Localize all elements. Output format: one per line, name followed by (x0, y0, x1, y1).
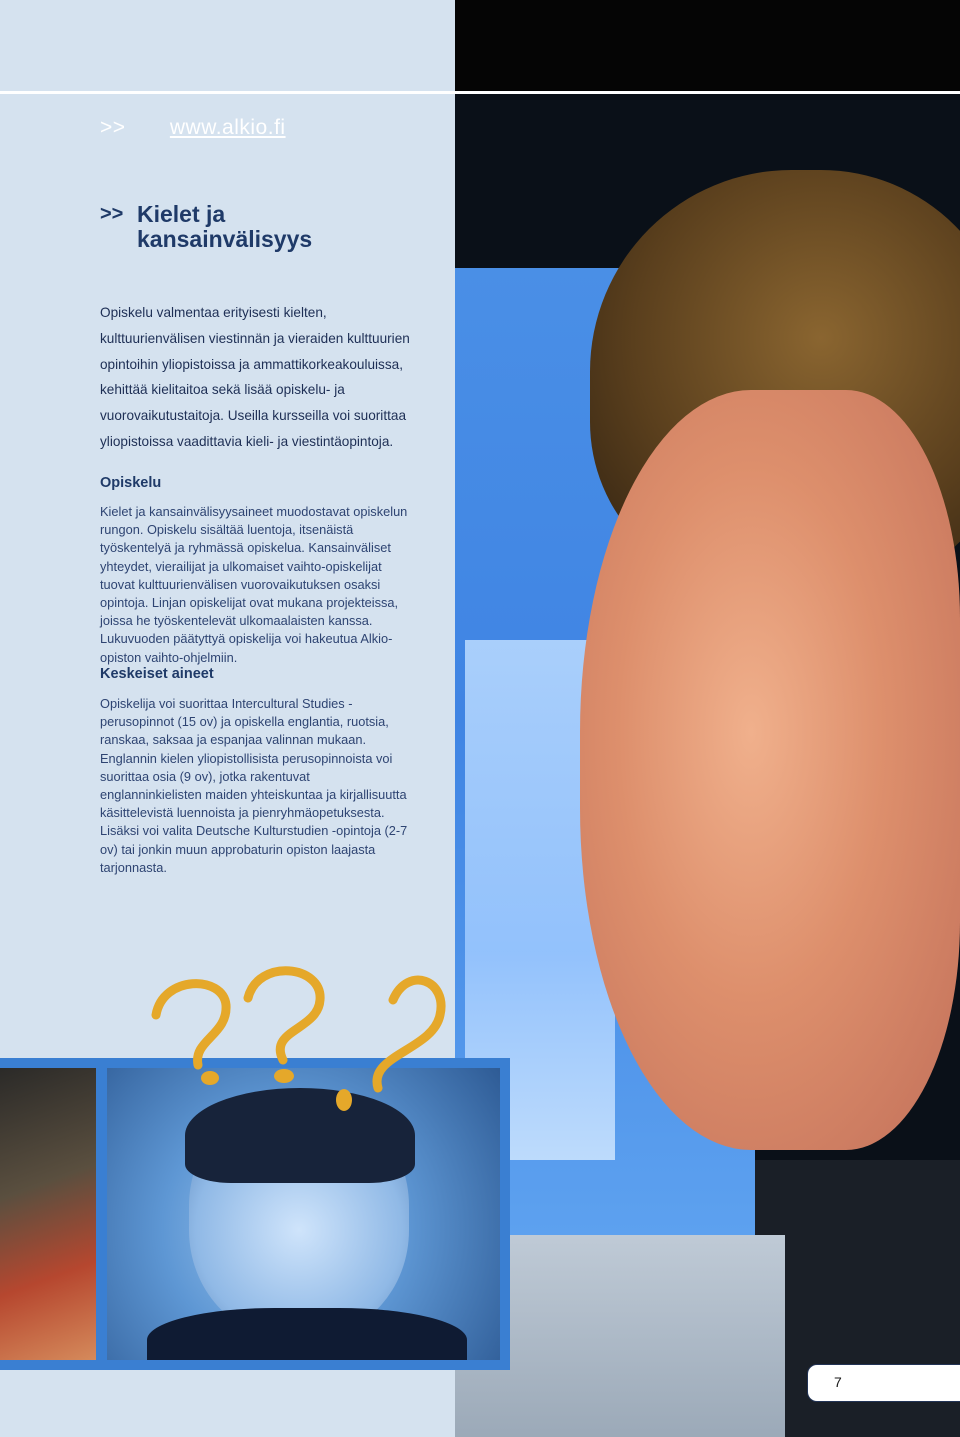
question-mark-1 (156, 984, 226, 1065)
heading-arrows: >> (100, 203, 124, 225)
page-title: Kielet ja kansainvälisyys (137, 201, 313, 252)
header-url-line (100, 116, 286, 140)
main-photo (455, 0, 960, 1437)
question-marks-decoration (148, 960, 448, 1120)
photo-top-band (455, 0, 960, 92)
question-mark-dot-2 (274, 1069, 294, 1083)
section-text-opiskelu: Kielet ja kansainvälisyysaineet muodostavat opiskelun rungon. Opiskelu sisältää luentoja, itsenäistä työskentelyä ja ryhmässä opiskelua. Kansainväliset yhteydet, vierailijat ja ulkomaiset vaihto-opiskelijat tuovat kulttuurienvälisen vuorovaikutuksen osaksi opintoja. Linjan opiskelijat ovat mukana projekteissa, joissa he työskentelevät ulkomaalaisten kanssa. Lukuvuoden päätyttyä opiskelija voi hakeutua Alkio-opiston vaihto-ohjelmiin. (100, 504, 408, 665)
face-profile (580, 390, 960, 1150)
header-arrows: >> (100, 116, 126, 139)
section-title-opiskelu: Opiskelu (100, 475, 162, 491)
section-title-keskeiset-aineet: Keskeiset aineet (100, 666, 214, 682)
question-mark-dot-3 (336, 1089, 352, 1111)
inset-bookshelf (0, 1068, 96, 1360)
question-mark-3 (377, 980, 441, 1088)
question-mark-dot-1 (201, 1071, 219, 1085)
section-text-keskeiset-aineet: Opiskelija voi suorittaa Intercultural Studies -perusopinnot (15 ov) ja opiskella englantia, ruotsia, ranskaa, saksaa ja espanjaa valinnan mukaan. Englannin kielen yliopistollisista perusopinnoista voi suorittaa osia (9 ov), jotka rakentuvat englanninkielisten maiden yhteiskuntaa ja kirjallisuutta käsittelevistä luennoista ja pienryhmäopetuksesta. Lisäksi voi valita Deutsche Kulturstudien -opintoja (2-7 ov) tai jonkin muun approbaturin opiston laajasta tarjonnasta. (100, 696, 408, 875)
inset-shirt (147, 1308, 467, 1360)
page-number: 7 (834, 1374, 842, 1390)
question-mark-2 (248, 971, 320, 1060)
intro-paragraph: Opiskelu valmentaa erityisesti kielten, kulttuurienvälisen viestinnän ja vieraiden kulttuurien opintoihin yliopistoissa ja ammattikorkeakouluissa, kehittää kielitaitoa sekä lisää opiskelu- ja vuorovaikutustaitoja. Useilla kursseilla voi suorittaa yliopistoissa vaadittavia kieli- ja viestintäopintoja. (100, 305, 410, 449)
top-rule (0, 91, 960, 94)
page-number-box (807, 1364, 960, 1402)
website-link[interactable]: www.alkio.fi (169, 116, 286, 139)
